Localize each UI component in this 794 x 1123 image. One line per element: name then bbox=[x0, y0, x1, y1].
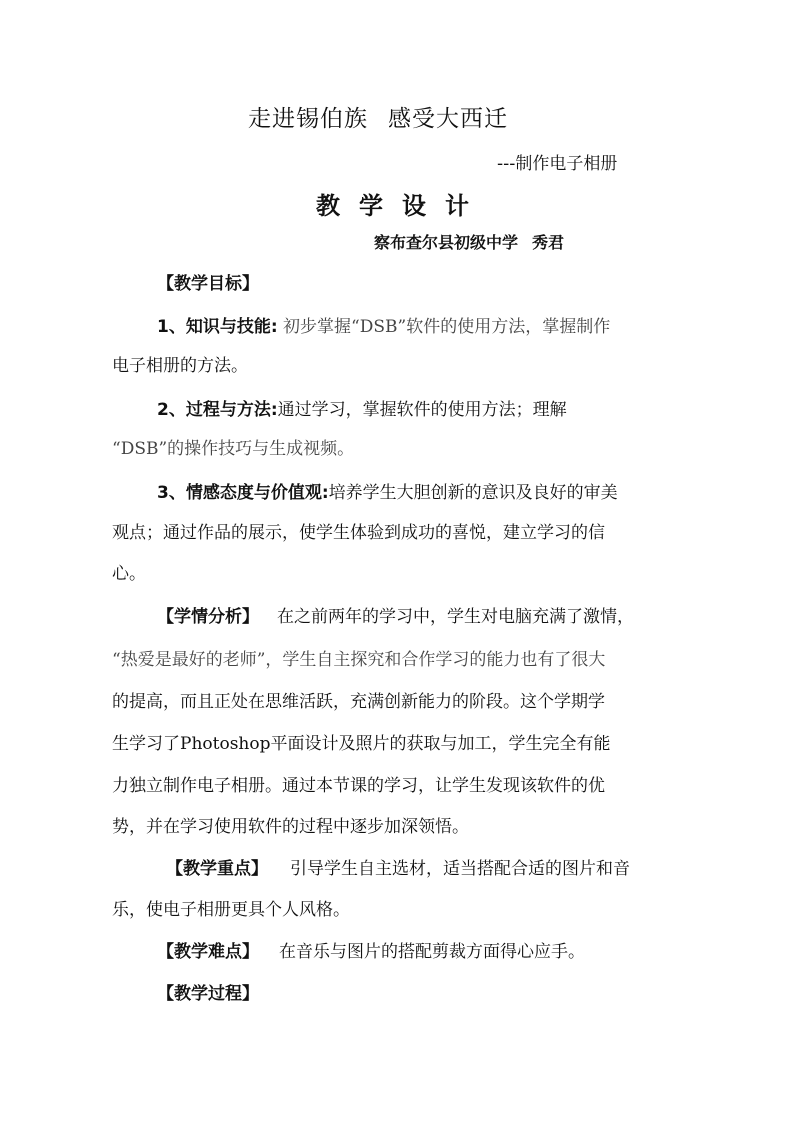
analysis-line-5: 力独立制作电子相册。通过本节课的学习，让学生发现该软件的优 bbox=[112, 776, 605, 796]
analysis-line-3: 的提高，而且正处在思维活跃，充满创新能力的阶段。这个学期学 bbox=[112, 692, 605, 712]
page-subtitle: ---制作电子相册 bbox=[497, 154, 618, 174]
difficulty-paragraph bbox=[157, 942, 585, 962]
title-part-1: 走进锡伯族 bbox=[248, 106, 368, 132]
analysis-line-1: 在之前两年的学习中，学生对电脑充满了激情， bbox=[277, 607, 634, 627]
analysis-line-2: “热爱是最好的老师”，学生自主探究和合作学习的能力也有了很大 bbox=[112, 650, 606, 670]
objective-1-cont: 电子相册的方法。 bbox=[112, 356, 248, 376]
objective-3-cont-1: 观点；通过作品的展示，使学生体验到成功的喜悦，建立学习的信 bbox=[112, 523, 605, 543]
objective-1-text: 初步掌握“DSB”软件的使用方法，掌握制作 bbox=[283, 317, 611, 337]
section-heading: 教学设计 bbox=[316, 192, 488, 220]
objective-3-cont-2: 心。 bbox=[112, 564, 146, 584]
analysis-heading: 【学情分析】 bbox=[157, 607, 259, 627]
analysis-line-4: 生学习了Photoshop平面设计及照片的获取与加工，学生完全有能 bbox=[112, 734, 611, 754]
objective-3 bbox=[157, 483, 618, 503]
objective-3-label: 3、情感态度与价值观: bbox=[157, 483, 329, 503]
focus-paragraph bbox=[166, 859, 630, 879]
objective-1-label: 1、知识与技能: bbox=[157, 317, 278, 337]
objective-2-text: 通过学习，掌握软件的使用方法；理解 bbox=[277, 400, 567, 420]
author-name: 秀君 bbox=[532, 233, 565, 252]
objective-3-text: 培养学生大胆创新的意识及良好的审美 bbox=[328, 483, 618, 503]
analysis-paragraph bbox=[157, 607, 634, 627]
focus-line-1: 引导学生自主选材，适当搭配合适的图片和音 bbox=[290, 859, 630, 879]
objective-2-cont: “DSB”的操作技巧与生成视频。 bbox=[112, 439, 355, 459]
objective-2 bbox=[157, 400, 567, 420]
author-school: 察布查尔县初级中学 bbox=[374, 233, 519, 252]
difficulty-heading: 【教学难点】 bbox=[157, 942, 259, 962]
objective-2-label: 2、过程与方法: bbox=[157, 400, 278, 420]
page-title bbox=[248, 100, 508, 133]
title-part-2: 感受大西迁 bbox=[388, 106, 508, 132]
focus-heading: 【教学重点】 bbox=[166, 859, 268, 879]
author-line bbox=[374, 230, 564, 253]
objective-1 bbox=[157, 317, 610, 337]
process-heading: 【教学过程】 bbox=[157, 984, 259, 1004]
objectives-heading: 【教学目标】 bbox=[157, 274, 259, 294]
difficulty-text: 在音乐与图片的搭配剪裁方面得心应手。 bbox=[279, 942, 585, 962]
focus-line-2: 乐，使电子相册更具个人风格。 bbox=[112, 900, 350, 920]
analysis-line-6: 势，并在学习使用软件的过程中逐步加深领悟。 bbox=[112, 817, 469, 837]
